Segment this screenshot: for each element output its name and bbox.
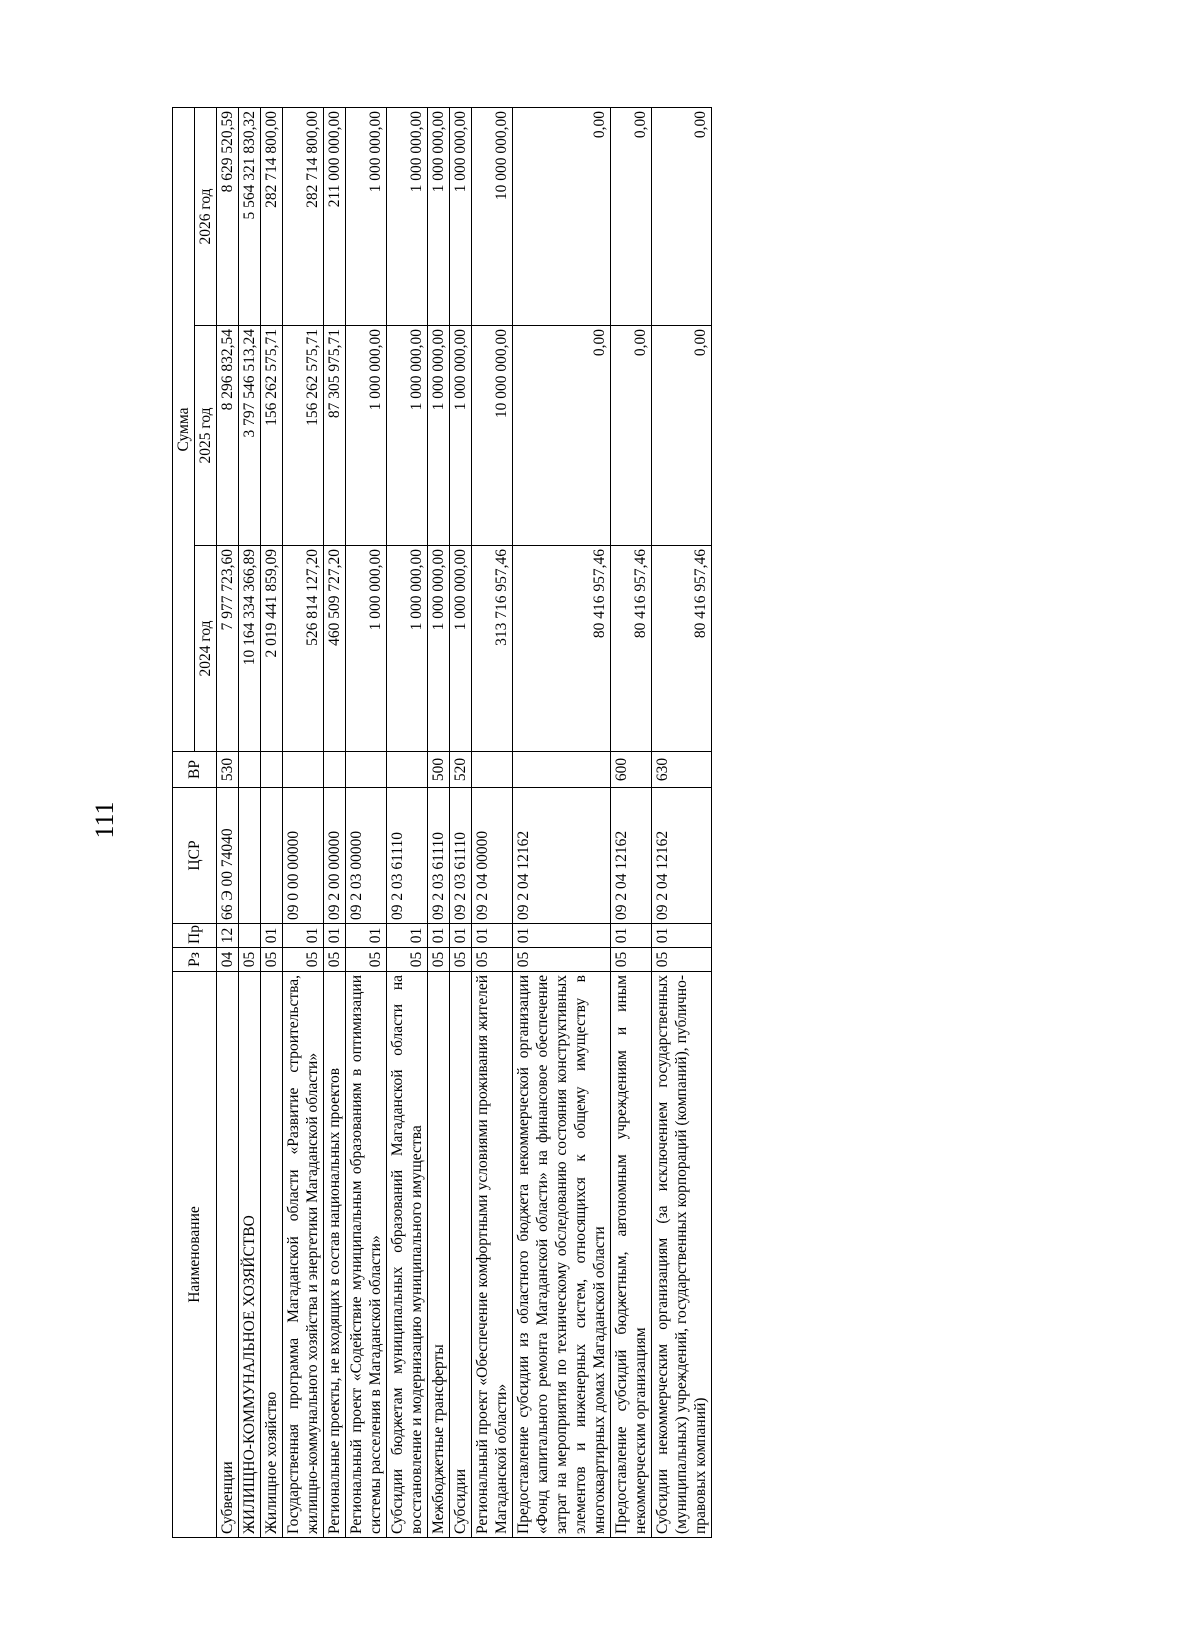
row-name: Региональный проект «Обеспечение комфортными условиями проживания жителей Магаданской области» bbox=[472, 972, 513, 1538]
table-row bbox=[324, 107, 346, 1537]
row-rz: 05 bbox=[239, 948, 261, 972]
row-vr bbox=[387, 752, 428, 788]
row-pr: 01 bbox=[283, 924, 324, 948]
row-2024: 1 000 000,00 bbox=[346, 546, 387, 752]
row-pr: 01 bbox=[261, 924, 283, 948]
row-rz: 04 bbox=[217, 948, 239, 972]
row-2024: 7 977 723,60 bbox=[217, 546, 239, 752]
header-sum: Сумма bbox=[173, 107, 195, 751]
row-2024: 80 416 957,46 bbox=[652, 546, 712, 752]
row-2026: 0,00 bbox=[611, 107, 652, 325]
row-pr: 12 bbox=[217, 924, 239, 948]
row-2025: 8 296 832,54 bbox=[217, 326, 239, 546]
header-csr: ЦСР bbox=[173, 788, 217, 924]
row-name: Региональные проекты, не входящих в состав национальных проектов bbox=[324, 972, 346, 1538]
row-name: Региональный проект «Содействие муниципальным образованиям в оптимизации системы расселения в Магаданской области» bbox=[346, 972, 387, 1538]
row-vr: 500 bbox=[428, 752, 450, 788]
table-row bbox=[428, 107, 450, 1537]
row-vr bbox=[261, 752, 283, 788]
row-vr bbox=[472, 752, 513, 788]
row-rz: 05 bbox=[472, 948, 513, 972]
row-pr: 01 bbox=[652, 924, 712, 948]
row-2025: 0,00 bbox=[513, 326, 611, 546]
row-name: Межбюджетные трансферты bbox=[428, 972, 450, 1538]
row-2025: 3 797 546 513,24 bbox=[239, 326, 261, 546]
row-2025: 87 305 975,71 bbox=[324, 326, 346, 546]
row-2025: 10 000 000,00 bbox=[472, 326, 513, 546]
row-2026: 5 564 321 830,32 bbox=[239, 107, 261, 325]
rotated-table-container bbox=[172, 108, 1064, 1538]
row-name: Предоставление субсидий бюджетным, автономным учреждениям и иным некоммерческим организациям bbox=[611, 972, 652, 1538]
row-2026: 1 000 000,00 bbox=[346, 107, 387, 325]
row-2026: 1 000 000,00 bbox=[450, 107, 472, 325]
header-2024: 2024 год bbox=[195, 546, 217, 752]
budget-table bbox=[172, 107, 712, 1538]
row-vr: 630 bbox=[652, 752, 712, 788]
row-2025: 0,00 bbox=[652, 326, 712, 546]
row-csr: 09 2 04 12162 bbox=[513, 788, 611, 924]
row-2026: 211 000 000,00 bbox=[324, 107, 346, 325]
row-2024: 526 814 127,20 bbox=[283, 546, 324, 752]
row-name: Государственная программа Магаданской области «Развитие строительства, жилищно-коммунального хозяйства и энергетики Магаданской области» bbox=[283, 972, 324, 1538]
table-row bbox=[217, 107, 239, 1537]
row-2026: 8 629 520,59 bbox=[217, 107, 239, 325]
row-csr: 09 2 00 00000 bbox=[324, 788, 346, 924]
row-vr: 530 bbox=[217, 752, 239, 788]
table-row bbox=[513, 107, 611, 1537]
row-2024: 10 164 334 366,89 bbox=[239, 546, 261, 752]
row-csr bbox=[239, 788, 261, 924]
row-csr: 09 2 03 61110 bbox=[387, 788, 428, 924]
row-2026: 1 000 000,00 bbox=[387, 107, 428, 325]
row-2025: 156 262 575,71 bbox=[283, 326, 324, 546]
row-csr: 09 2 04 12162 bbox=[611, 788, 652, 924]
row-name: Субсидии некоммерческим организациям (за исключением государственных (муниципальных) учреждений, государственных корпораций (компаний), публично-правовых компаний) bbox=[652, 972, 712, 1538]
row-vr bbox=[324, 752, 346, 788]
row-2025: 156 262 575,71 bbox=[261, 326, 283, 546]
row-2024: 1 000 000,00 bbox=[387, 546, 428, 752]
row-name: ЖИЛИЩНО-КОММУНАЛЬНОЕ ХОЗЯЙСТВО bbox=[239, 972, 261, 1538]
row-csr bbox=[261, 788, 283, 924]
row-2024: 1 000 000,00 bbox=[450, 546, 472, 752]
row-rz: 05 bbox=[283, 948, 324, 972]
row-pr: 01 bbox=[387, 924, 428, 948]
row-name: Субсидии бюджетам муниципальных образований Магаданской области на восстановление и модернизацию муниципального имущества bbox=[387, 972, 428, 1538]
row-rz: 05 bbox=[611, 948, 652, 972]
row-csr: 09 2 03 61110 bbox=[450, 788, 472, 924]
row-csr: 09 0 00 00000 bbox=[283, 788, 324, 924]
row-rz: 05 bbox=[387, 948, 428, 972]
row-csr: 66 Э 00 74040 bbox=[217, 788, 239, 924]
row-2026: 0,00 bbox=[652, 107, 712, 325]
row-2025: 1 000 000,00 bbox=[428, 326, 450, 546]
row-2026: 0,00 bbox=[513, 107, 611, 325]
header-row-1 bbox=[173, 107, 195, 1537]
row-2026: 1 000 000,00 bbox=[428, 107, 450, 325]
row-vr bbox=[346, 752, 387, 788]
row-name: Жилищное хозяйство bbox=[261, 972, 283, 1538]
row-2025: 1 000 000,00 bbox=[387, 326, 428, 546]
header-rz: Рз bbox=[173, 948, 217, 972]
row-csr: 09 2 04 00000 bbox=[472, 788, 513, 924]
row-pr: 01 bbox=[611, 924, 652, 948]
table-row bbox=[261, 107, 283, 1537]
row-rz: 05 bbox=[346, 948, 387, 972]
row-2024: 80 416 957,46 bbox=[513, 546, 611, 752]
header-vr: ВР bbox=[173, 752, 217, 788]
table-row bbox=[652, 107, 712, 1537]
row-csr: 09 2 03 61110 bbox=[428, 788, 450, 924]
row-vr: 600 bbox=[611, 752, 652, 788]
row-name: Субвенции bbox=[217, 972, 239, 1538]
row-rz: 05 bbox=[450, 948, 472, 972]
header-pr: Пр bbox=[173, 924, 217, 948]
row-rz: 05 bbox=[652, 948, 712, 972]
table-row bbox=[239, 107, 261, 1537]
row-csr: 09 2 03 00000 bbox=[346, 788, 387, 924]
row-2024: 80 416 957,46 bbox=[611, 546, 652, 752]
row-rz: 05 bbox=[428, 948, 450, 972]
table-row bbox=[472, 107, 513, 1537]
row-vr: 520 bbox=[450, 752, 472, 788]
table-row bbox=[283, 107, 324, 1537]
row-2026: 282 714 800,00 bbox=[283, 107, 324, 325]
row-pr: 01 bbox=[428, 924, 450, 948]
row-2024: 313 716 957,46 bbox=[472, 546, 513, 752]
table-row bbox=[611, 107, 652, 1537]
header-name: Наименование bbox=[173, 972, 217, 1538]
row-pr: 01 bbox=[346, 924, 387, 948]
row-csr: 09 2 04 12162 bbox=[652, 788, 712, 924]
table-row bbox=[346, 107, 387, 1537]
row-2024: 2 019 441 859,09 bbox=[261, 546, 283, 752]
row-name: Субсидии bbox=[450, 972, 472, 1538]
row-name: Предоставление субсидии из областного бюджета некоммерческой организации «Фонд капитального ремонта Магаданской области» на финансовое обеспечение затрат на мероприятия по техническому обследованию состояния конструктивных элементов и инженерных систем, относящихся к общему имуществу в многоквартирных домах Магаданской области bbox=[513, 972, 611, 1538]
row-vr bbox=[283, 752, 324, 788]
row-pr: 01 bbox=[450, 924, 472, 948]
row-pr bbox=[239, 924, 261, 948]
table-row bbox=[450, 107, 472, 1537]
row-2025: 1 000 000,00 bbox=[346, 326, 387, 546]
row-2025: 1 000 000,00 bbox=[450, 326, 472, 546]
row-pr: 01 bbox=[472, 924, 513, 948]
row-vr bbox=[513, 752, 611, 788]
row-rz: 05 bbox=[513, 948, 611, 972]
row-rz: 05 bbox=[261, 948, 283, 972]
table-row bbox=[387, 107, 428, 1537]
page-number: 111 bbox=[90, 801, 119, 839]
row-2026: 282 714 800,00 bbox=[261, 107, 283, 325]
header-2025: 2025 год bbox=[195, 326, 217, 546]
row-pr: 01 bbox=[513, 924, 611, 948]
row-vr bbox=[239, 752, 261, 788]
header-2026: 2026 год bbox=[195, 107, 217, 325]
row-2024: 460 509 727,20 bbox=[324, 546, 346, 752]
row-2024: 1 000 000,00 bbox=[428, 546, 450, 752]
table-rotation-frame bbox=[172, 108, 1064, 1538]
row-pr: 01 bbox=[324, 924, 346, 948]
row-rz: 05 bbox=[324, 948, 346, 972]
row-2026: 10 000 000,00 bbox=[472, 107, 513, 325]
row-2025: 0,00 bbox=[611, 326, 652, 546]
